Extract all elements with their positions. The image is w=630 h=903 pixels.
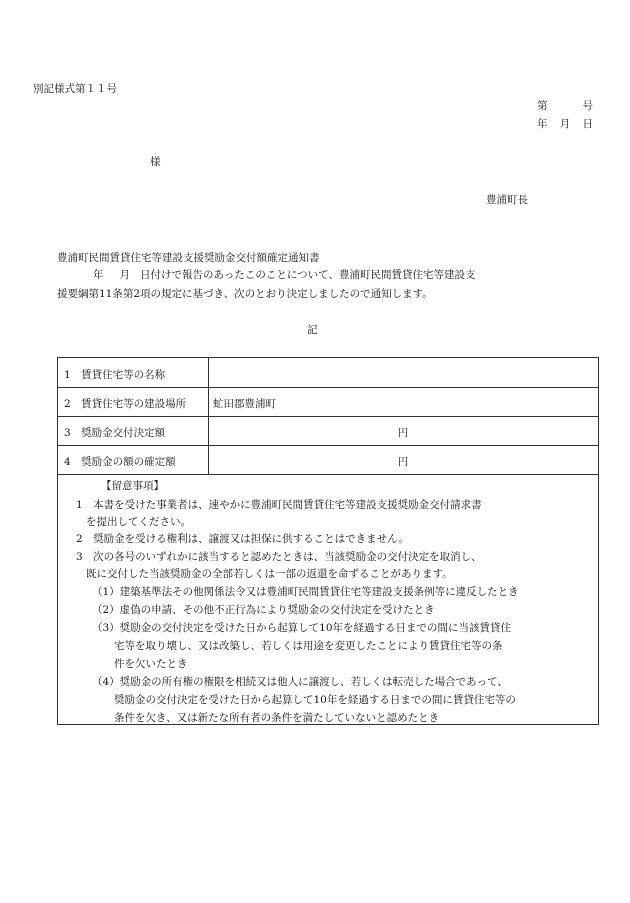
details-table — [57, 357, 599, 725]
row-label: 4 奨励金の額の確定額 — [64, 456, 176, 468]
notes-heading: 【留意事項】 — [101, 480, 164, 492]
note-line: 宅等を取り壊し、又は改築し、若しくは用途を変更したことにより賃貸住宅等の条 — [114, 640, 503, 652]
note-line: 3 次の各号のいずれかに該当すると認めたときは、当該奨励金の交付決定を取消し、 — [76, 551, 482, 563]
date-month: 月 — [559, 118, 571, 130]
form-number: 別記様式第１１号 — [33, 83, 117, 95]
notes-section — [58, 475, 598, 724]
document-date — [537, 119, 593, 130]
note-line: （3）奨励金の交付決定を受けた日から起算して10年を経過する日までの間に当該賃貸住 — [92, 622, 512, 634]
note-line: （2）虚偽の申請、その他不正行為により奨励金の交付決定を受けたとき — [92, 604, 435, 616]
table-row — [58, 358, 598, 388]
table-row — [58, 387, 598, 417]
body-year: 年 — [93, 269, 104, 281]
row-label: 3 奨励金交付決定額 — [64, 427, 166, 439]
row-label: 2 賃貸住宅等の建設場所 — [64, 398, 187, 410]
row-label: 1 賃貸住宅等の名称 — [64, 369, 166, 381]
date-day: 日 — [582, 118, 593, 130]
body-line-1-rest: 日付けで報告のあったこのことについて、豊浦町民間賃貸住宅等建設支 — [140, 269, 476, 281]
ki-heading: 記 — [307, 324, 318, 336]
date-year: 年 — [537, 118, 548, 130]
note-line: 条件を欠き、又は新たな所有者の条件を満たしていないと認めたとき — [114, 712, 440, 724]
note-line: 2 奨励金を受ける権利は、譲渡又は担保に供することはできません。 — [76, 533, 409, 545]
table-row — [58, 445, 598, 475]
body-month: 月 — [119, 269, 130, 281]
doc-number-suffix: 号 — [582, 100, 593, 112]
body-line-1 — [93, 270, 475, 281]
row-value: 円 — [397, 427, 409, 439]
addressee: 様 — [150, 156, 161, 168]
note-line: （1）建築基準法その他関係法令又は豊浦町民間賃貸住宅等建設支援条例等に違反したとき — [92, 586, 519, 598]
document-title: 豊浦町民間賃貸住宅等建設支援奨励金交付額確定通知書 — [57, 252, 320, 264]
note-line: 件を欠いたとき — [114, 658, 188, 670]
note-line: を提出してください。 — [86, 516, 191, 528]
body-line-2: 援要綱第11条第2項の規定に基づき、次のとおり決定しましたので通知します。 — [57, 288, 433, 300]
document-number — [537, 101, 593, 112]
sender: 豊浦町長 — [486, 194, 528, 206]
row-value: 虻田郡豊浦町 — [213, 398, 276, 410]
note-line: 1 本書を受けた事業者は、速やかに豊浦町民間賃貸住宅等建設支援奨励金交付請求書 — [76, 499, 482, 511]
note-line: （4）奨励金の所有権の権限を相続又は他人に譲渡し、若しくは転売した場合であって、 — [92, 676, 508, 688]
row-value: 円 — [397, 456, 409, 468]
table-row — [58, 416, 598, 446]
note-line: 既に交付した当該奨励金の全部若しくは一部の返還を命ずることがあります。 — [86, 568, 453, 580]
doc-number-prefix: 第 — [537, 100, 548, 112]
note-line: 奨励金の交付決定を受けた日から起算して10年を経過する日までの間に賃貸住宅等の — [114, 694, 516, 706]
